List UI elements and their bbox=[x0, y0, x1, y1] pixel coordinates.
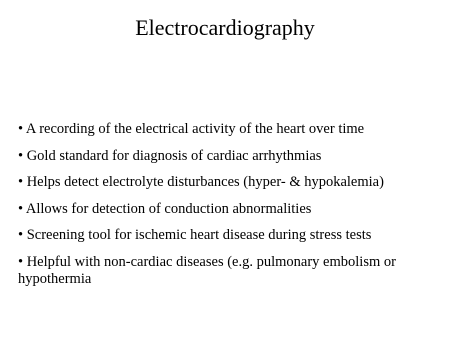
list-item bbox=[18, 254, 438, 288]
bullet-text: A recording of the electrical activity of the heart over time bbox=[25, 121, 365, 137]
bullet-icon: • bbox=[18, 174, 24, 190]
bullet-text: Screening tool for ischemic heart disease during stress tests bbox=[26, 227, 372, 243]
bullet-text: Gold standard for diagnosis of cardiac arrhythmias bbox=[26, 147, 322, 164]
bullet-text: Helps detect electrolyte disturbances (hyper- & hypokalemia) bbox=[26, 174, 384, 190]
bullet-icon: • bbox=[18, 200, 24, 217]
list-item bbox=[18, 201, 438, 218]
slide-title: Electrocardiography bbox=[135, 15, 315, 40]
bullet-icon: • bbox=[18, 121, 24, 137]
bullet-icon: • bbox=[18, 147, 24, 164]
bullet-text: Helpful with non-cardiac diseases (e.g. pulmonary embolism or hypothermia bbox=[18, 253, 396, 287]
list-item bbox=[18, 227, 438, 244]
list-item bbox=[18, 148, 438, 165]
bullet-icon: • bbox=[18, 227, 24, 243]
list-item bbox=[18, 121, 438, 138]
bullet-text: Allows for detection of conduction abnormalities bbox=[25, 200, 312, 217]
bullet-icon: • bbox=[18, 253, 24, 270]
list-item bbox=[18, 174, 438, 191]
bullet-list bbox=[18, 121, 438, 297]
